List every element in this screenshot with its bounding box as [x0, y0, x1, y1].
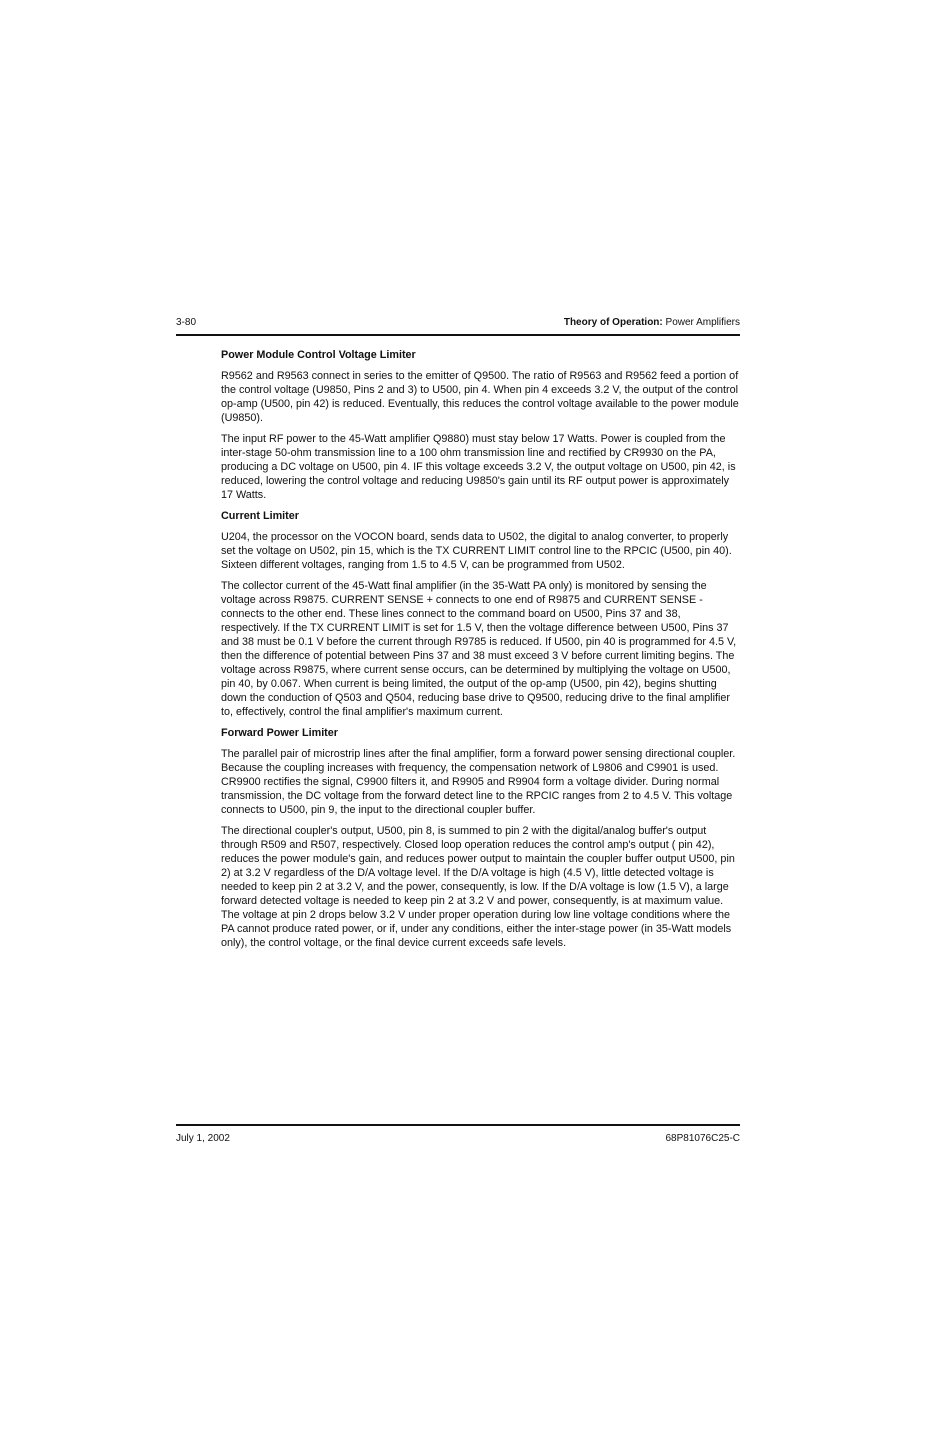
header-rule — [176, 334, 740, 336]
footer-rule — [176, 1124, 740, 1126]
page-number: 3-80 — [176, 317, 197, 328]
running-title-topic: Power Amplifiers — [665, 317, 740, 328]
running-title-section: Theory of Operation: — [563, 317, 663, 328]
section-power-module-limiter — [221, 348, 741, 502]
section-current-limiter — [221, 509, 741, 719]
document-number: 68P81076C25-C — [665, 1133, 740, 1144]
running-title — [564, 316, 740, 330]
page-footer — [176, 1132, 740, 1146]
section-forward-power-limiter — [221, 726, 741, 950]
paragraph: U204, the processor on the VOCON board, sends data to U502, the digital to analog converter, to properly set the voltage on U502, pin 15, which is the TX CURRENT LIMIT control line to the RPCIC (U500, pin 40). Sixteen different voltages, ranging from 1.5 to 4.5 V, can be programmed from U502. — [221, 531, 732, 571]
section-heading: Power Module Control Voltage Limiter — [221, 349, 416, 361]
paragraph: The input RF power to the 45-Watt amplifier Q9880) must stay below 17 Watts. Power is coupled from the inter-stage 50-ohm transmission line to a 100 ohm transmission line and rectified by CR9930 on the PA, producing a DC voltage on U500, pin 4. IF this voltage exceeds 3.2 V, the output voltage on U500, pin 42, is reduced, lowering the control voltage and reducing U9850's gain until its RF output power is approximately 17 Watts. — [221, 433, 736, 501]
page-header — [176, 316, 740, 330]
document-body — [221, 348, 741, 957]
paragraph: The parallel pair of microstrip lines after the final amplifier, form a forward power sensing directional coupler. Because the coupling increases with frequency, the compensation network of L9806 and C9901 is used. CR9900 rectifies the signal, C9900 filters it, and R9905 and R9904 form a voltage divider. During normal transmission, the DC voltage from the forward detect line to the RPCIC ranges from 2 to 4.5 V. This voltage connects to U500, pin 9, the input to the directional coupler buffer. — [221, 748, 736, 816]
paragraph: The directional coupler's output, U500, pin 8, is summed to pin 2 with the digital/analog buffer's output through R509 and R507, respectively. Closed loop operation reduces the control amp's output ( pin 42), reduces the power module's gain, and reduces power output to maintain the coupler buffer output U500, pin 2) at 3.2 V regardless of the D/A voltage level. If the D/A voltage is high (4.5 V), little detected voltage is needed to keep pin 2 at 3.2 V, and the power, consequently, is low. If the D/A voltage is low (1.5 V), a large forward detected voltage is needed to keep pin 2 at 3.2 V and power, consequently, is at maximum value. The voltage at pin 2 drops below 3.2 V under proper operation during low line voltage conditions where the PA cannot produce rated power, or if, under any conditions, either the inter-stage power (in 35-Watt models only), the control voltage, or the final device current exceeds safe levels. — [221, 825, 735, 949]
section-heading: Current Limiter — [221, 510, 299, 522]
paragraph: The collector current of the 45-Watt final amplifier (in the 35-Watt PA only) is monitored by sensing the voltage across R9875. CURRENT SENSE + connects to one end of R9875 and CURRENT SENSE - connects to the other end. These lines connect to the command board on U500, Pins 37 and 38, respectively. If the TX CURRENT LIMIT is set for 1.5 V, then the voltage difference between U500, Pins 37 and 38 must be 0.1 V before the current through R9785 is reduced. If U500, pin 40 is programmed for 4.5 V, then the difference of potential between Pins 37 and 38 must exceed 3 V before current limiting begins. The voltage across R9875, where current sense occurs, can be determined by multiplying the voltage on U500, pin 40, by 0.067. When current is being limited, the output of the op-amp (U500, pin 42), begins shutting down the conduction of Q503 and Q504, reducing base drive to Q9500, reducing drive to the final amplifier to, effectively, control the final amplifier's maximum current. — [221, 580, 737, 718]
publication-date: July 1, 2002 — [176, 1133, 230, 1144]
section-heading: Forward Power Limiter — [221, 727, 338, 739]
paragraph: R9562 and R9563 connect in series to the emitter of Q9500. The ratio of R9563 and R9562 feed a portion of the control voltage (U9850, Pins 2 and 3) to U500, pin 4. When pin 4 exceeds 3.2 V, the output of the control op-amp (U500, pin 42) is reduced. Eventually, this reduces the control voltage available to the power module (U9850). — [221, 370, 739, 424]
